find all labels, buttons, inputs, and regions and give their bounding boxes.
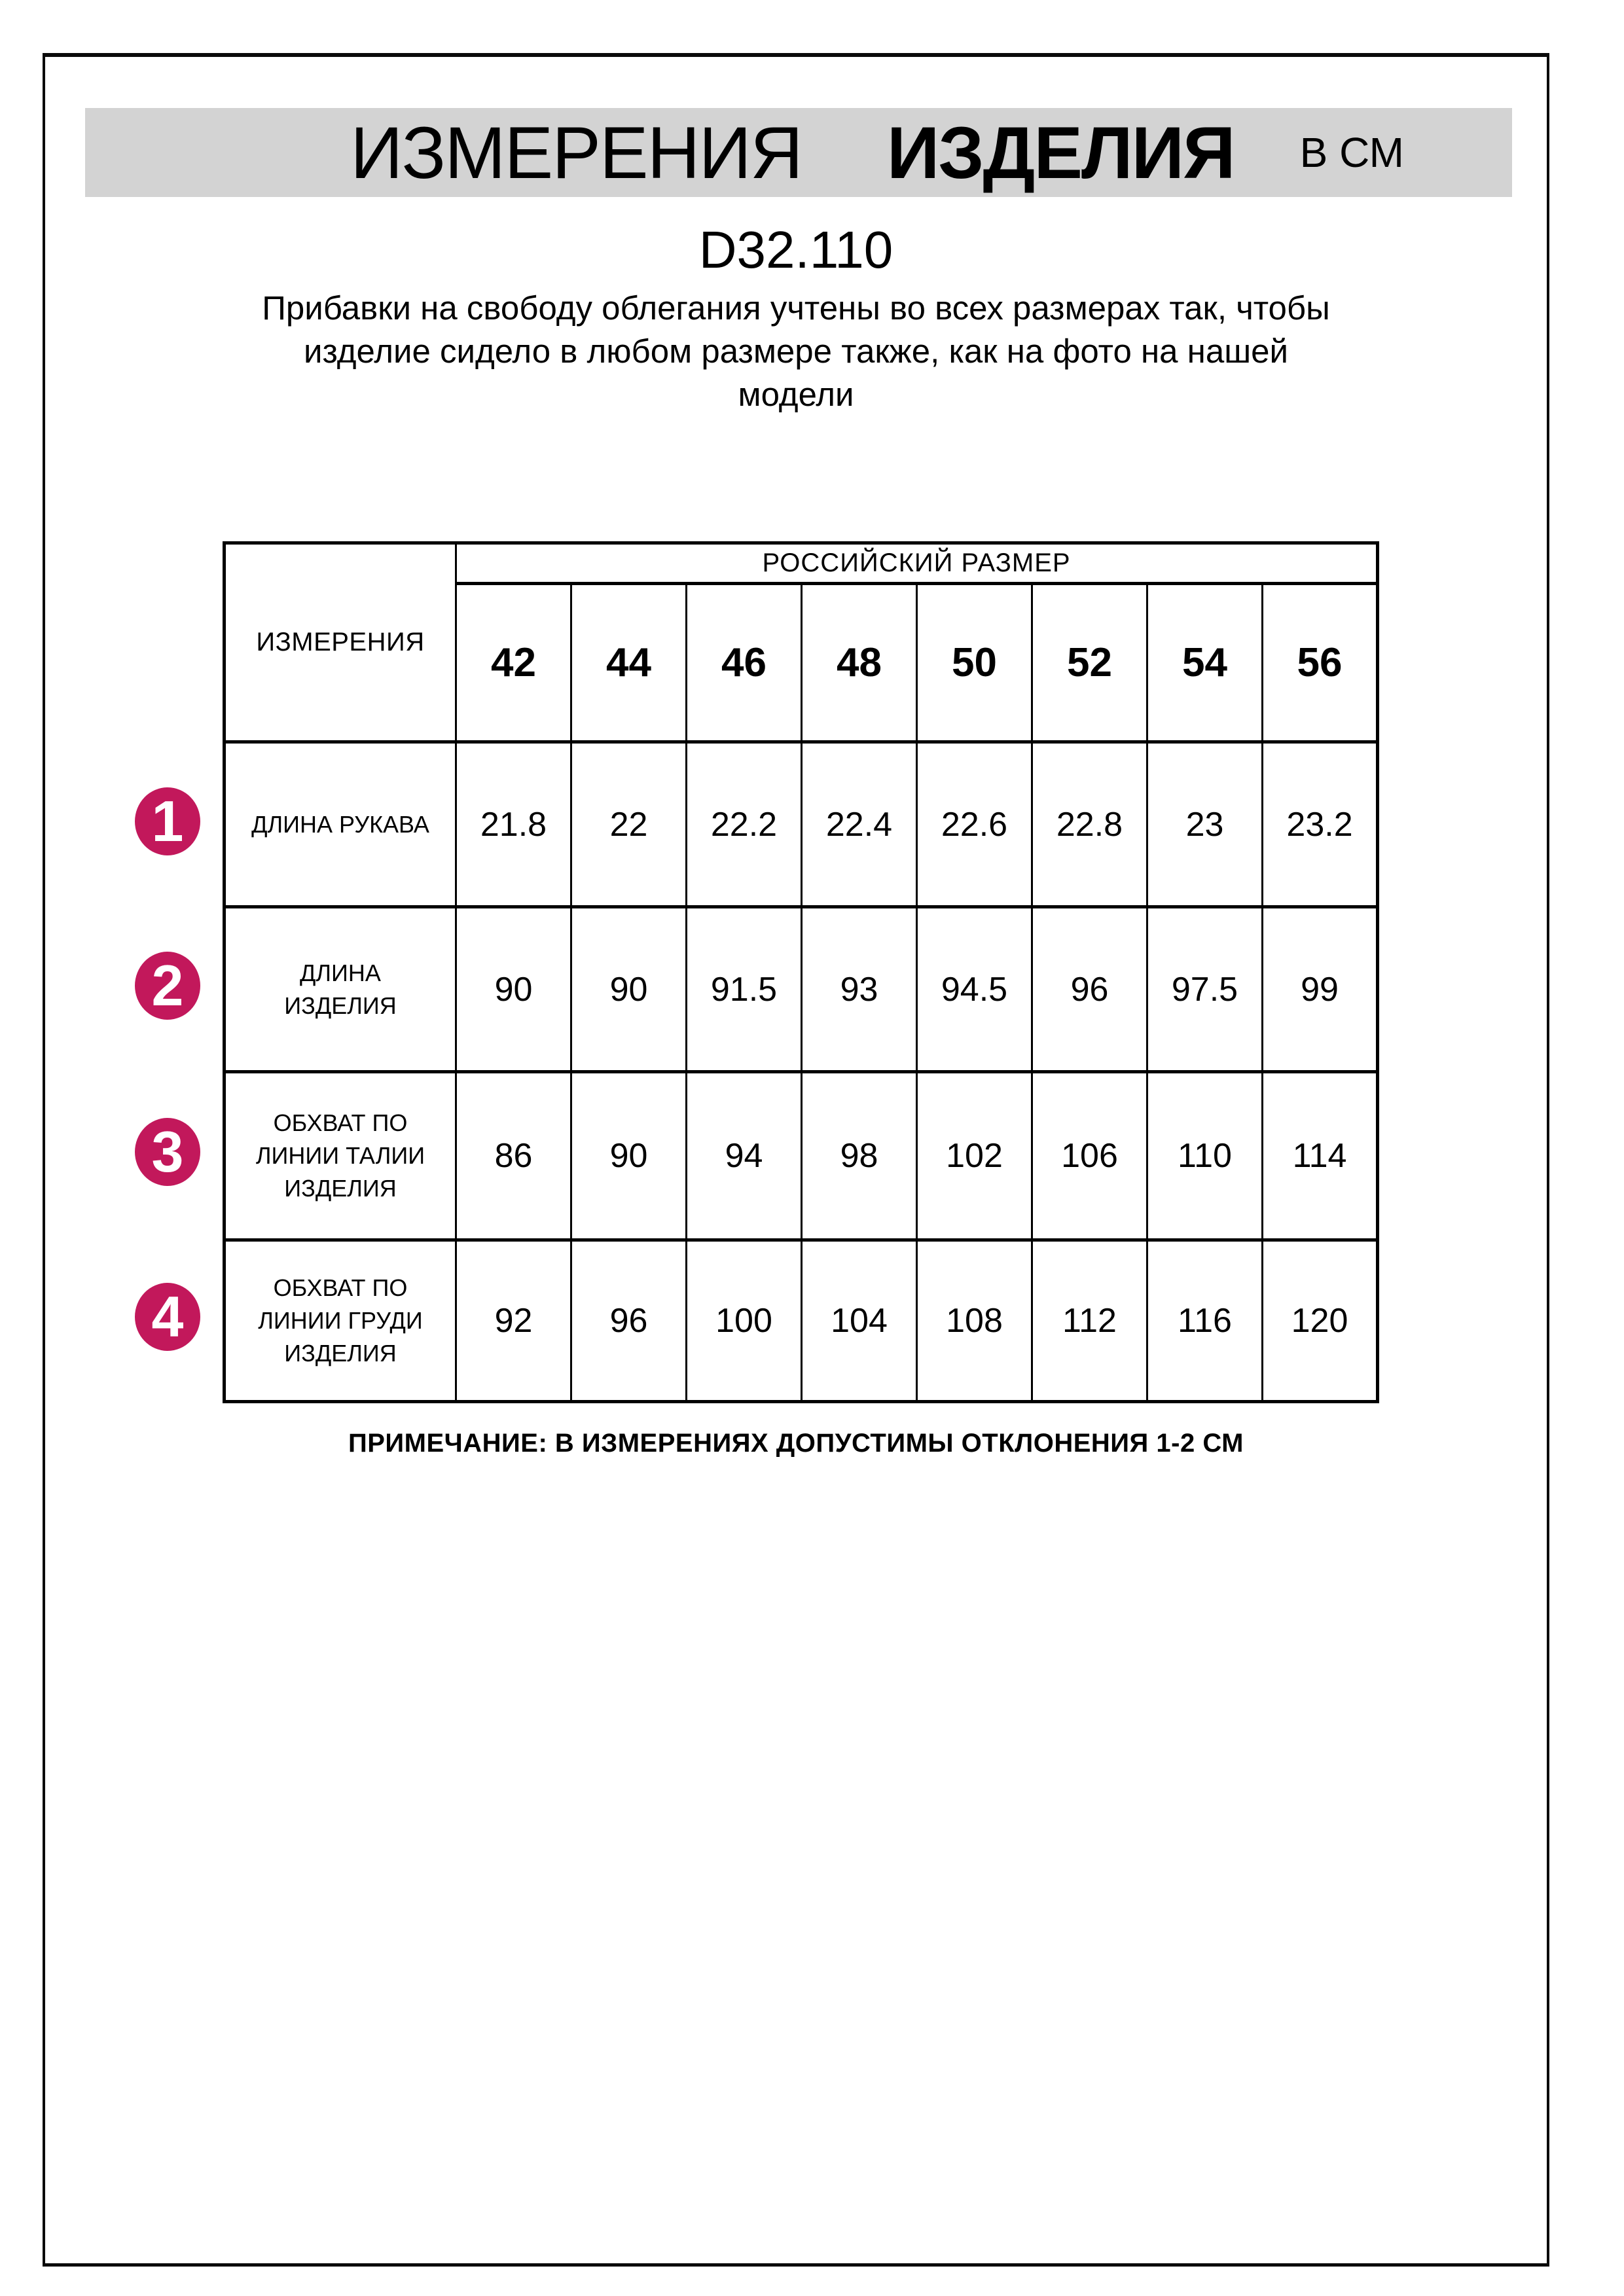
measurement-value: 98	[802, 1072, 917, 1240]
size-column-header: 46	[687, 584, 802, 742]
table-row-span-header	[225, 543, 1378, 584]
table-corner-header: ИЗМЕРЕНИЯ	[225, 543, 456, 742]
measurement-value: 90	[456, 907, 571, 1072]
measurement-value: 90	[571, 1072, 687, 1240]
row-marker-1: 1	[135, 787, 200, 855]
measurement-value: 116	[1147, 1240, 1263, 1402]
row-label-line: ДЛИНА РУКАВА	[251, 810, 429, 838]
page-title-unit: В СМ	[1299, 129, 1404, 176]
page-title-measurements: ИЗМЕРЕНИЯ	[350, 111, 802, 194]
row-label-line: ЛИНИИ ТАЛИИ	[255, 1142, 425, 1169]
measurement-value: 93	[802, 907, 917, 1072]
measurement-value: 99	[1263, 907, 1378, 1072]
measurement-value: 94.5	[917, 907, 1032, 1072]
measurement-value: 91.5	[687, 907, 802, 1072]
page-header-bar	[85, 108, 1512, 197]
row-label-line: ИЗДЕЛИЯ	[284, 992, 397, 1019]
fit-description	[43, 287, 1549, 416]
table-row-product-length	[225, 907, 1378, 1072]
row-label-line: ЛИНИИ ГРУДИ	[258, 1307, 423, 1334]
measurement-value: 96	[571, 1240, 687, 1402]
table-span-header: РОССИЙСКИЙ РАЗМЕР	[456, 543, 1378, 584]
measurement-value: 22.8	[1032, 742, 1147, 907]
row-label-line: ИЗДЕЛИЯ	[284, 1340, 397, 1367]
fit-description-line: изделие сидело в любом размере также, как на фото на нашей	[304, 332, 1288, 370]
row-marker-4: 4	[135, 1283, 200, 1351]
row-label-chest-girth	[225, 1240, 456, 1402]
measurement-value: 94	[687, 1072, 802, 1240]
measurement-value: 22.6	[917, 742, 1032, 907]
measurement-value: 110	[1147, 1072, 1263, 1240]
size-column-header: 50	[917, 584, 1032, 742]
product-code: D32.110	[698, 221, 893, 279]
size-column-header: 44	[571, 584, 687, 742]
row-label-line: ИЗДЕЛИЯ	[284, 1175, 397, 1202]
measurement-value: 22	[571, 742, 687, 907]
size-column-header: 54	[1147, 584, 1263, 742]
fit-description-line: Прибавки на свободу облегания учтены во всех размерах так, чтобы	[262, 289, 1330, 327]
row-marker-3: 3	[135, 1118, 200, 1186]
row-label-line: ОБХВАТ ПО	[273, 1274, 408, 1301]
size-column-header: 48	[802, 584, 917, 742]
table-row-sleeve-length	[225, 742, 1378, 907]
measurement-value: 102	[917, 1072, 1032, 1240]
measurement-value: 22.4	[802, 742, 917, 907]
measurement-value: 106	[1032, 1072, 1147, 1240]
measurement-value: 22.2	[687, 742, 802, 907]
tolerance-note: ПРИМЕЧАНИЕ: В ИЗМЕРЕНИЯХ ДОПУСТИМЫ ОТКЛОНЕНИЯ 1-2 СМ	[348, 1429, 1244, 1458]
measurement-value: 86	[456, 1072, 571, 1240]
size-column-header: 42	[456, 584, 571, 742]
measurement-value: 23	[1147, 742, 1263, 907]
measurement-value: 114	[1263, 1072, 1378, 1240]
measurement-value: 92	[456, 1240, 571, 1402]
size-column-header: 52	[1032, 584, 1147, 742]
measurement-value: 120	[1263, 1240, 1378, 1402]
size-column-header: 56	[1263, 584, 1378, 742]
measurement-value: 23.2	[1263, 742, 1378, 907]
measurement-value: 90	[571, 907, 687, 1072]
page-title-product: ИЗДЕЛИЯ	[886, 111, 1235, 194]
measurement-value: 104	[802, 1240, 917, 1402]
row-label-product-length	[225, 907, 456, 1072]
measurement-value: 21.8	[456, 742, 571, 907]
measurement-value: 112	[1032, 1240, 1147, 1402]
size-table	[223, 541, 1379, 1403]
row-label-waist-girth	[225, 1072, 456, 1240]
row-marker-2: 2	[135, 952, 200, 1020]
measurement-value: 96	[1032, 907, 1147, 1072]
row-label-line: ОБХВАТ ПО	[273, 1109, 408, 1136]
row-label-sleeve-length	[225, 742, 456, 907]
row-label-line: ДЛИНА	[300, 959, 381, 986]
table-row-waist-girth	[225, 1072, 1378, 1240]
table-row-chest-girth	[225, 1240, 1378, 1402]
measurement-value: 108	[917, 1240, 1032, 1402]
fit-description-line: модели	[738, 376, 854, 413]
measurement-value: 97.5	[1147, 907, 1263, 1072]
measurement-value: 100	[687, 1240, 802, 1402]
